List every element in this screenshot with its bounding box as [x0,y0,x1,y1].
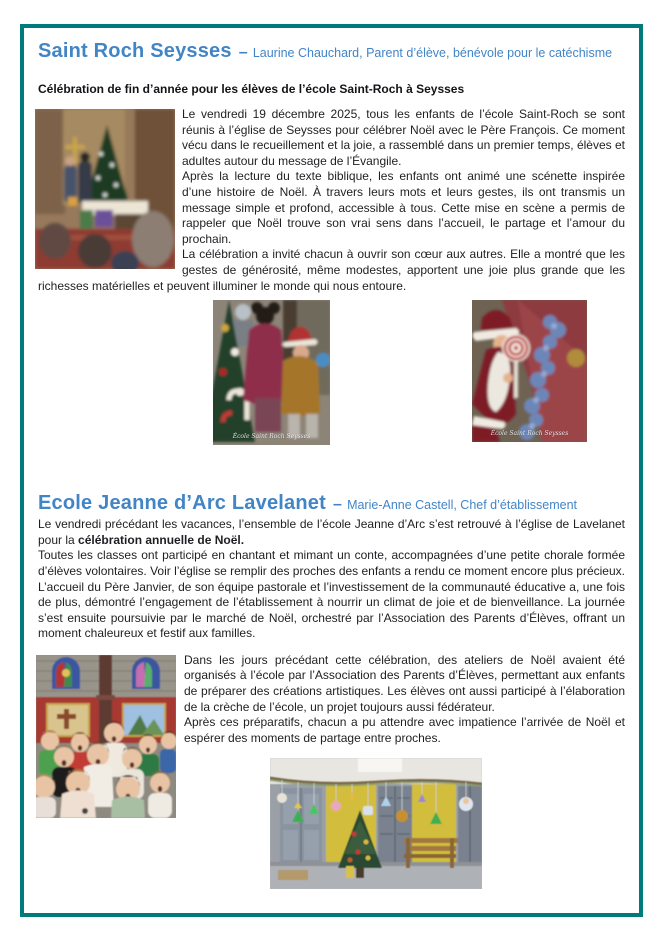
title-text: Ecole Jeanne d’Arc Lavelanet [38,492,326,515]
intro-bold: célébration annuelle de Noël. [78,532,245,547]
paragraph: Le vendredi 19 décembre 2025, tous les enfants de l’école Saint-Roch se sont réunis à l’église de Seysses pour célébrer Noël avec le Père François. Ce moment vécu dans le recueillement et la joie, a rassemblé dans un premier temps, élèves et adultes autour du message de l’Évangile. [182,107,625,168]
paragraph: Après la lecture du texte biblique, les enfants ont animé une scénette inspirée d’une histoire de Noël. À travers leurs mots et leurs gestes, ils ont transmis un message simple et profond, accessible à tous. Cette mise en scène a permis de rappeler que Noël trouve son vrai sens dans l’accueil, le partage et l’amour du prochain. [182,169,625,246]
photo-school-courtyard [270,758,482,889]
section-title-saint-roch [38,39,625,65]
section-saint-roch [38,39,625,445]
newsletter-page [20,24,643,917]
article-subtitle: Célébration de fin d’année pour les élèves de l’école Saint-Roch à Seysses [38,82,465,96]
santa-figurine-image [472,300,587,442]
paragraph: Toutes les classes ont participé en chantant et mimant un conte, accompagnées d’une petite chorale formée d’élèves volontaires. Voir l’église se remplir des proches des enfants a rendu ce moment encore plus précieux. L’accueil du Père Janvier, de son équipe pastorale et l’investissement de la communauté éducative a, une fois de plus, démontré l’engagement de l’établissement à nourrir un climat de joie et de bienveillance. La journée s’est ensuite poursuivie par le marché de Noël, orchestré par l’Association des Parents d’Élèves, offrant un moment chaleureux et festif aux familles. [38,548,625,641]
title-separator: – [332,496,343,514]
section-title-jeanne-darc [38,491,625,517]
article-body-saint-roch [38,107,625,294]
children-choir-image [36,655,176,818]
paragraph: Après ces préparatifs, chacun a pu attendre avec impatience l’arrivée de Noël et espérer des moments de partage entre proches. [184,715,625,745]
church-celebration-image [35,109,175,269]
photo-row [38,300,625,445]
intro-regular: Le vendredi précédant les vacances, l’ensemble de l’école Jeanne d’Arc s’est retrouvé à l’église de Lavelanet pour la [38,517,625,547]
photo-santa-figurine [472,300,587,442]
paragraph: La célébration a invité chacun à ouvrir son cœur aux autres. Elle a montré que les gestes de générosité, même modestes, apportent une joie plus grande que les richesses matérielles et peuvent illuminer le monde qui nous entoure. [38,247,625,293]
intro-paragraph [38,517,625,548]
article-body-jeanne-darc [38,653,625,890]
photo-watermark: École Saint Roch Seysses [232,433,311,441]
paragraph: Dans les jours précédant cette célébration, des ateliers de Noël avaient été organisés à l’école par l’Association des Parents d’Élèves, permettant aux enfants de préparer des créations artistiques. Les élèves ont aussi participé à l’élaboration de la crèche de l’école, un projet toujours aussi fédérateur. [184,652,625,714]
photo-christmas-market [213,300,330,445]
title-separator: – [238,44,248,61]
section-jeanne-darc [38,491,625,889]
title-text: Saint Roch Seysses [38,40,232,62]
christmas-market-image [213,300,330,445]
photo-church-celebration [35,109,175,269]
school-courtyard-image [270,758,482,889]
author-byline: Laurine Chauchard, Parent d’élève, bénévole pour le catéchisme [252,46,613,60]
photo-children-choir [36,655,176,818]
photo-watermark: École Saint Roch Seysses [490,430,569,438]
author-byline: Marie-Anne Castell, Chef d’établissement [347,498,578,513]
